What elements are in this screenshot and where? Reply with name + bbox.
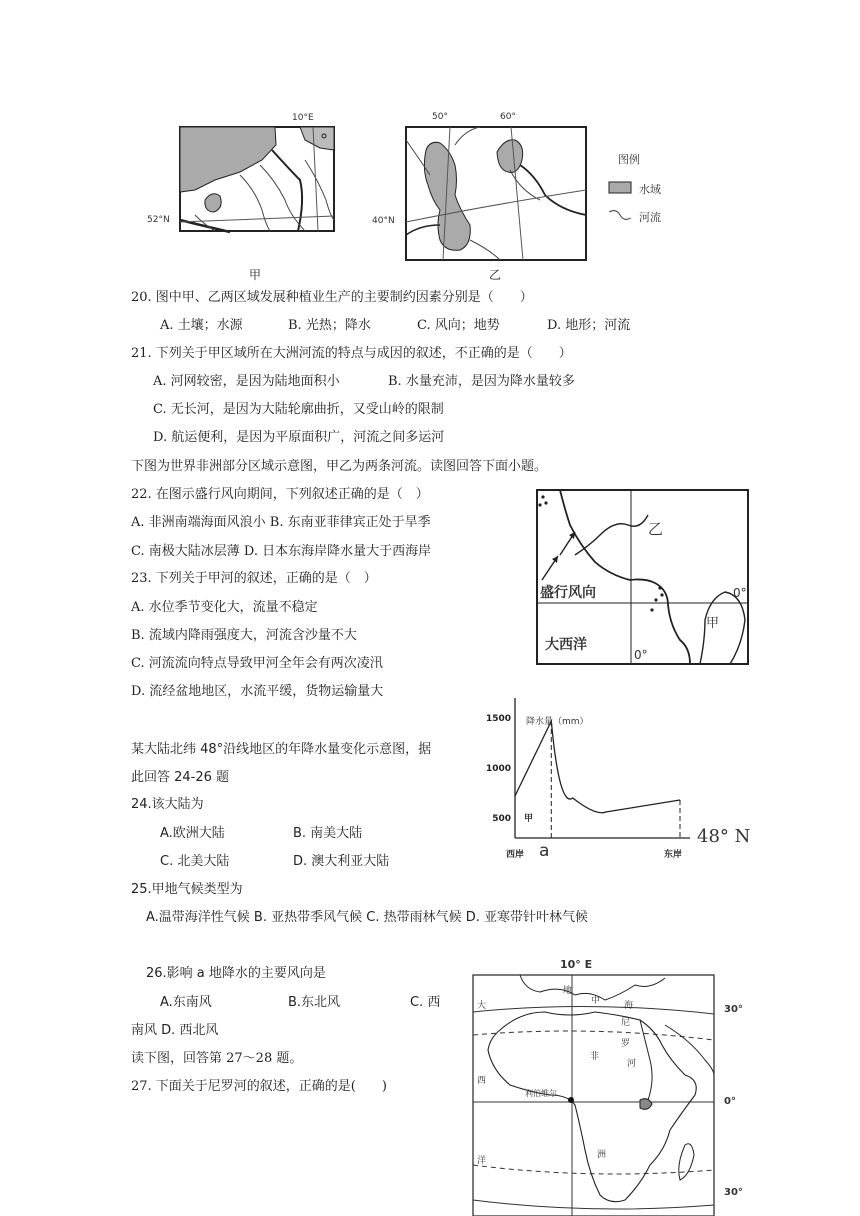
jia-caption: 甲	[249, 268, 262, 282]
q21-option-a: A. 河网较密，是因为陆地面积小	[153, 374, 340, 389]
legend-river: 河流	[639, 211, 661, 224]
q24-stem: 24.该大陆为	[131, 797, 204, 812]
africa-sea2: 中	[591, 996, 601, 1006]
q20-option-a: A. 土壤；水源	[160, 318, 243, 333]
intro-27: 读下图，回答第 27～28 题。	[131, 1051, 303, 1066]
q21-option-b: B. 水量充沛，是因为降水量较多	[388, 374, 575, 389]
q24-option-b: B. 南美大陆	[293, 826, 363, 841]
q24-option-c: C. 北美大陆	[160, 854, 230, 869]
africa-sea3: 海	[624, 1001, 634, 1011]
chart-x-a: a	[539, 841, 550, 861]
q21-stem: 21. 下列关于甲区域所在大洲河流的特点与成因的叙述，不正确的是（ ）	[131, 346, 572, 361]
mid-map-ocean: 大西洋	[545, 637, 587, 653]
q24-option-a: A.欧洲大陆	[160, 826, 225, 841]
q22-line2: C. 南极大陆冰层薄 D. 日本东海岸降水量大于西海岸	[131, 544, 432, 559]
mid-map-yi: 乙	[648, 520, 664, 538]
q24-option-d: D. 澳大利亚大陆	[293, 854, 390, 869]
africa-cont2: 洲	[597, 1150, 607, 1160]
africa-nile1: 尼	[621, 1018, 631, 1028]
legend-water: 水域	[639, 183, 661, 196]
intro-24-line1: 某大陆北纬 48°沿线地区的年降水量变化示意图，据	[131, 742, 432, 757]
legend-title: 图例	[618, 153, 640, 166]
africa-nile2: 罗	[621, 1039, 631, 1049]
chart-ytick-label: 1500	[485, 714, 511, 724]
mid-map-lon0: 0°	[634, 648, 648, 662]
q25-stem: 25.甲地气候类型为	[131, 882, 243, 897]
chart-ylabel: 降水量（mm）	[526, 717, 589, 727]
chart-lat-label: 48° N	[697, 826, 751, 847]
q23-option-c: C. 河流流向特点导致甲河全年会有两次凌汛	[131, 656, 383, 671]
africa-cont1: 非	[590, 1052, 600, 1062]
q22-stem: 22. 在图示盛行风向期间，下列叙述正确的是（ ）	[131, 487, 429, 502]
q25-options: A.温带海洋性气候 B. 亚热带季风气候 C. 热带雨林气候 D. 亚寒带针叶林气候	[146, 910, 588, 925]
q21-option-d: D. 航运便利，是因为平原面积广，河流之间多运河	[153, 430, 445, 445]
mid-map-jia: 甲	[706, 616, 720, 631]
chart-x-left: 西岸	[506, 850, 525, 860]
q26-option-row2: 南风 D. 西北风	[131, 1023, 219, 1038]
yi-lon2-label: 60°	[500, 112, 516, 122]
jia-lon-label: 10°E	[292, 113, 314, 123]
q20-option-b: B. 光热；降水	[288, 318, 371, 333]
africa-lat-top: 30°	[724, 1004, 743, 1015]
intro-22: 下图为世界非洲部分区域示意图，甲乙为两条河流。读图回答下面小题。	[131, 459, 548, 474]
africa-ocean1: 大	[477, 1001, 487, 1011]
q26-option-a: A.东南风	[160, 995, 212, 1010]
chart-x-right: 东岸	[664, 850, 683, 860]
mid-map-wind: 盛行风向	[540, 585, 596, 601]
q23-stem: 23. 下列关于甲河的叙述，正确的是（ ）	[131, 571, 377, 586]
africa-city: 利伯维尔	[525, 1089, 557, 1098]
q20-stem: 20. 图中甲、乙两区域发展种植业生产的主要制约因素分别是（ ）	[131, 290, 533, 305]
chart-series-label: 甲	[524, 814, 534, 824]
mid-map-lat0: 0°	[733, 586, 747, 600]
q23-option-d: D. 流经盆地地区，水流平缓，货物运输量大	[131, 684, 384, 699]
chart-ytick-label: 1000	[485, 764, 511, 774]
jia-lat-label: 52°N	[147, 215, 170, 225]
q22-line1: A. 非洲南端海面风浪小 B. 东南亚菲律宾正处于旱季	[131, 515, 431, 530]
africa-lat-bot: 30°	[724, 1187, 743, 1198]
q21-option-c: C. 无长河，是因为大陆轮廓曲折，又受山岭的限制	[153, 402, 444, 417]
africa-ocean2: 西	[477, 1076, 487, 1086]
yi-lat-label: 40°N	[372, 216, 395, 226]
africa-ocean3: 洋	[477, 1156, 487, 1166]
q20-option-d: D. 地形；河流	[547, 318, 631, 333]
q27-stem: 27. 下面关于尼罗河的叙述，正确的是( )	[131, 1079, 387, 1094]
q26-option-b: B.东北风	[288, 995, 341, 1010]
q26-option-c: C. 西	[410, 995, 441, 1010]
africa-sea1: 地	[563, 986, 573, 996]
intro-24-line2: 此回答 24-26 题	[131, 770, 230, 785]
africa-lon-label: 10° E	[560, 958, 593, 971]
q23-option-a: A. 水位季节变化大，流量不稳定	[131, 600, 318, 615]
africa-lat-mid: 0°	[724, 1096, 736, 1107]
q26-stem: 26.影响 a 地降水的主要风向是	[146, 966, 326, 981]
yi-lon1-label: 50°	[432, 112, 448, 122]
chart-ytick-label: 500	[492, 814, 511, 824]
q20-option-c: C. 风向；地势	[417, 318, 500, 333]
q23-option-b: B. 流域内降雨强度大，河流含沙量不大	[131, 628, 357, 643]
yi-caption: 乙	[489, 268, 502, 282]
africa-nile3: 河	[627, 1059, 637, 1069]
